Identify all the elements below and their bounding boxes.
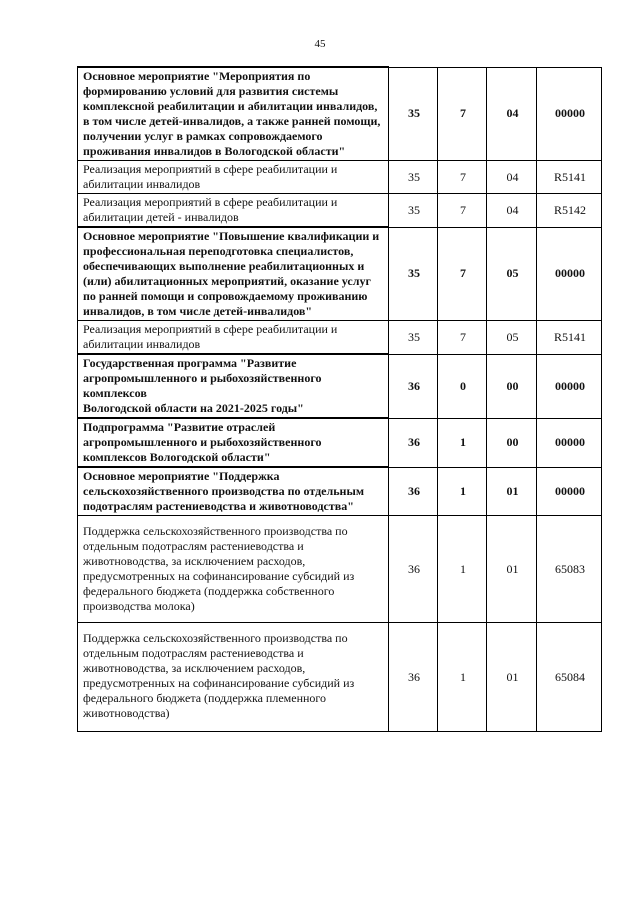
table-row [78, 623, 602, 732]
code-cell-3: 01 [487, 467, 537, 516]
table-row [78, 161, 602, 194]
table-row [78, 354, 602, 418]
code-cell-4: 65084 [537, 623, 602, 732]
code-cell-1: 36 [389, 418, 438, 467]
budget-classification-table [77, 66, 602, 732]
code-cell-3: 04 [487, 67, 537, 161]
row-name: Основное мероприятие "Мероприятия по формированию условий для развития системы комплексной реабилитации и абилитации инвалидов, в том числе детей-инвалидов, а также ранней помощи, получении услуг в рамках сопровождаемого проживания инвалидов в Вологодской области" [78, 67, 389, 161]
code-cell-3: 01 [487, 516, 537, 623]
code-cell-3: 05 [487, 227, 537, 321]
table-row [78, 467, 602, 516]
code-cell-4: 00000 [537, 227, 602, 321]
code-cell-1: 35 [389, 194, 438, 228]
row-name: Поддержка сельскохозяйственного производства по отдельным подотраслям растениеводства и животноводства, за исключением расходов, предусмотренных на софинансирование субсидий из федерального бюджета (поддержка племенного животноводства) [78, 623, 389, 732]
code-cell-3: 01 [487, 623, 537, 732]
code-cell-1: 36 [389, 516, 438, 623]
code-cell-4: R5141 [537, 161, 602, 194]
code-cell-4: R5141 [537, 321, 602, 355]
code-cell-1: 35 [389, 161, 438, 194]
code-cell-3: 04 [487, 194, 537, 228]
code-cell-4: 00000 [537, 418, 602, 467]
code-cell-1: 35 [389, 227, 438, 321]
code-cell-4: 00000 [537, 467, 602, 516]
code-cell-2: 1 [438, 418, 487, 467]
code-cell-4: R5142 [537, 194, 602, 228]
code-cell-1: 36 [389, 467, 438, 516]
row-name: Основное мероприятие "Поддержка сельскохозяйственного производства по отдельным подотраслям растениеводства и животноводства" [78, 467, 389, 516]
table-row [78, 321, 602, 355]
row-name: Реализация мероприятий в сфере реабилитации и абилитации инвалидов [78, 321, 389, 355]
code-cell-2: 1 [438, 623, 487, 732]
row-name: Подпрограмма "Развитие отраслей агропромышленного и рыбохозяйственного комплексов Вологодской области" [78, 418, 389, 467]
code-cell-1: 35 [389, 321, 438, 355]
code-cell-2: 7 [438, 194, 487, 228]
row-name: Реализация мероприятий в сфере реабилитации и абилитации детей - инвалидов [78, 194, 389, 228]
table-row [78, 194, 602, 228]
code-cell-4: 00000 [537, 67, 602, 161]
code-cell-3: 05 [487, 321, 537, 355]
row-name: Государственная программа "Развитие агропромышленного и рыбохозяйственного комплексов Вологодской области на 2021-2025 годы" [78, 354, 389, 418]
table-row [78, 67, 602, 161]
table-row [78, 418, 602, 467]
code-cell-3: 04 [487, 161, 537, 194]
code-cell-2: 7 [438, 321, 487, 355]
code-cell-1: 35 [389, 67, 438, 161]
code-cell-1: 36 [389, 623, 438, 732]
code-cell-2: 1 [438, 467, 487, 516]
code-cell-4: 65083 [537, 516, 602, 623]
row-name: Поддержка сельскохозяйственного производства по отдельным подотраслям растениеводства и животноводства, за исключением расходов, предусмотренных на софинансирование субсидий из федерального бюджета (поддержка собственного производства молока) [78, 516, 389, 623]
code-cell-3: 00 [487, 418, 537, 467]
code-cell-3: 00 [487, 354, 537, 418]
code-cell-2: 7 [438, 161, 487, 194]
table-row [78, 516, 602, 623]
table-row [78, 227, 602, 321]
code-cell-2: 1 [438, 516, 487, 623]
row-name: Основное мероприятие "Повышение квалификации и профессиональная переподготовка специалистов, обеспечивающих выполнение реабилитационных и (или) абилитационных мероприятий, оказание услуг по ранней помощи и сопровождаемому проживанию инвалидов, в том числе детей-инвалидов" [78, 227, 389, 321]
row-name: Реализация мероприятий в сфере реабилитации и абилитации инвалидов [78, 161, 389, 194]
page-number: 45 [314, 38, 326, 50]
code-cell-1: 36 [389, 354, 438, 418]
code-cell-4: 00000 [537, 354, 602, 418]
code-cell-2: 0 [438, 354, 487, 418]
code-cell-2: 7 [438, 67, 487, 161]
code-cell-2: 7 [438, 227, 487, 321]
